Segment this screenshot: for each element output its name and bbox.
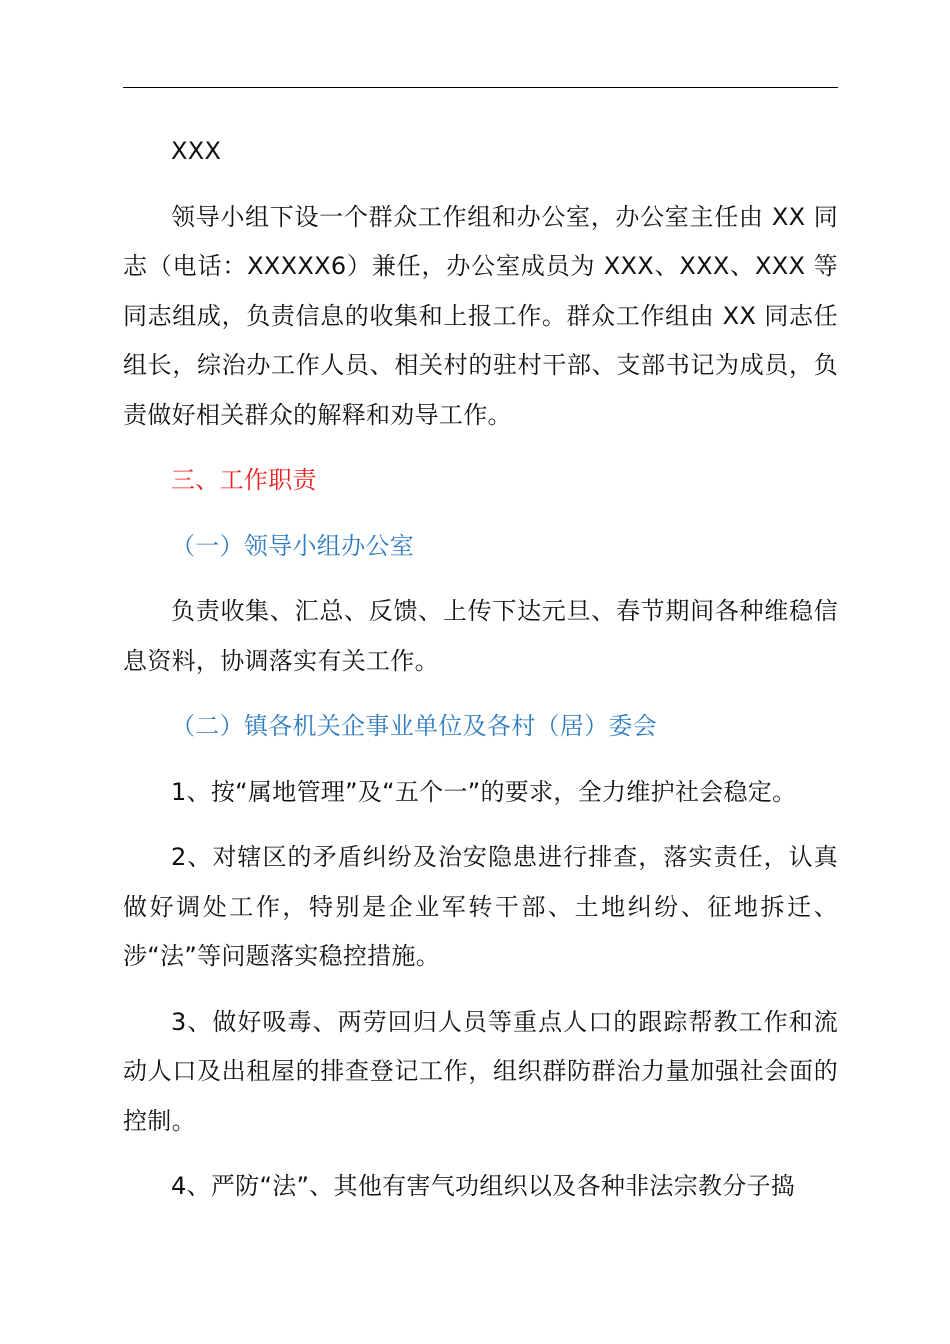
paragraph-collect-info: 负责收集、汇总、反馈、上传下达元旦、春节期间各种维稳信息资料，协调落实有关工作。 bbox=[123, 597, 838, 675]
list-item-4: 4、严防“法”、其他有害气功组织以及各种非法宗教分子捣 bbox=[171, 1172, 796, 1200]
document-body bbox=[123, 127, 838, 1212]
paragraph-office-setup: 领导小组下设一个群众工作组和办公室，办公室主任由 XX 同志（电话：XXXXX6）兼任，办公室成员为 XXX、XXX、XXX 等同志组成，负责信息的收集和上报工作。群众工作组由 XX 同志任组长，综治办工作人员、相关村的驻村干部、支部书记为成员，负责做好相关群众的解释和劝导工作。 bbox=[123, 202, 838, 429]
subheading-town-units: （二）镇各机关企事业单位及各村（居）委会 bbox=[171, 712, 657, 740]
list-item-1: 1、按“属地管理”及“五个一”的要求，全力维护社会稳定。 bbox=[171, 777, 797, 806]
subheading-leading-office: （一）领导小组办公室 bbox=[171, 531, 414, 560]
list-item-3: 3、做好吸毒、两劳回归人员等重点人口的跟踪帮教工作和流动人口及出租屋的排查登记工作，组织群防群治力量加强社会面的控制。 bbox=[123, 1007, 838, 1135]
section-heading-duties: 三、工作职责 bbox=[171, 466, 317, 494]
paragraph-xxx: XXX bbox=[171, 137, 222, 165]
header-rule bbox=[123, 87, 838, 88]
list-item-2: 2、对辖区的矛盾纠纷及治安隐患进行排查，落实责任，认真做好调处工作，特别是企业军转干部、土地纠纷、征地拆迁、涉“法”等问题落实稳控措施。 bbox=[123, 843, 838, 970]
